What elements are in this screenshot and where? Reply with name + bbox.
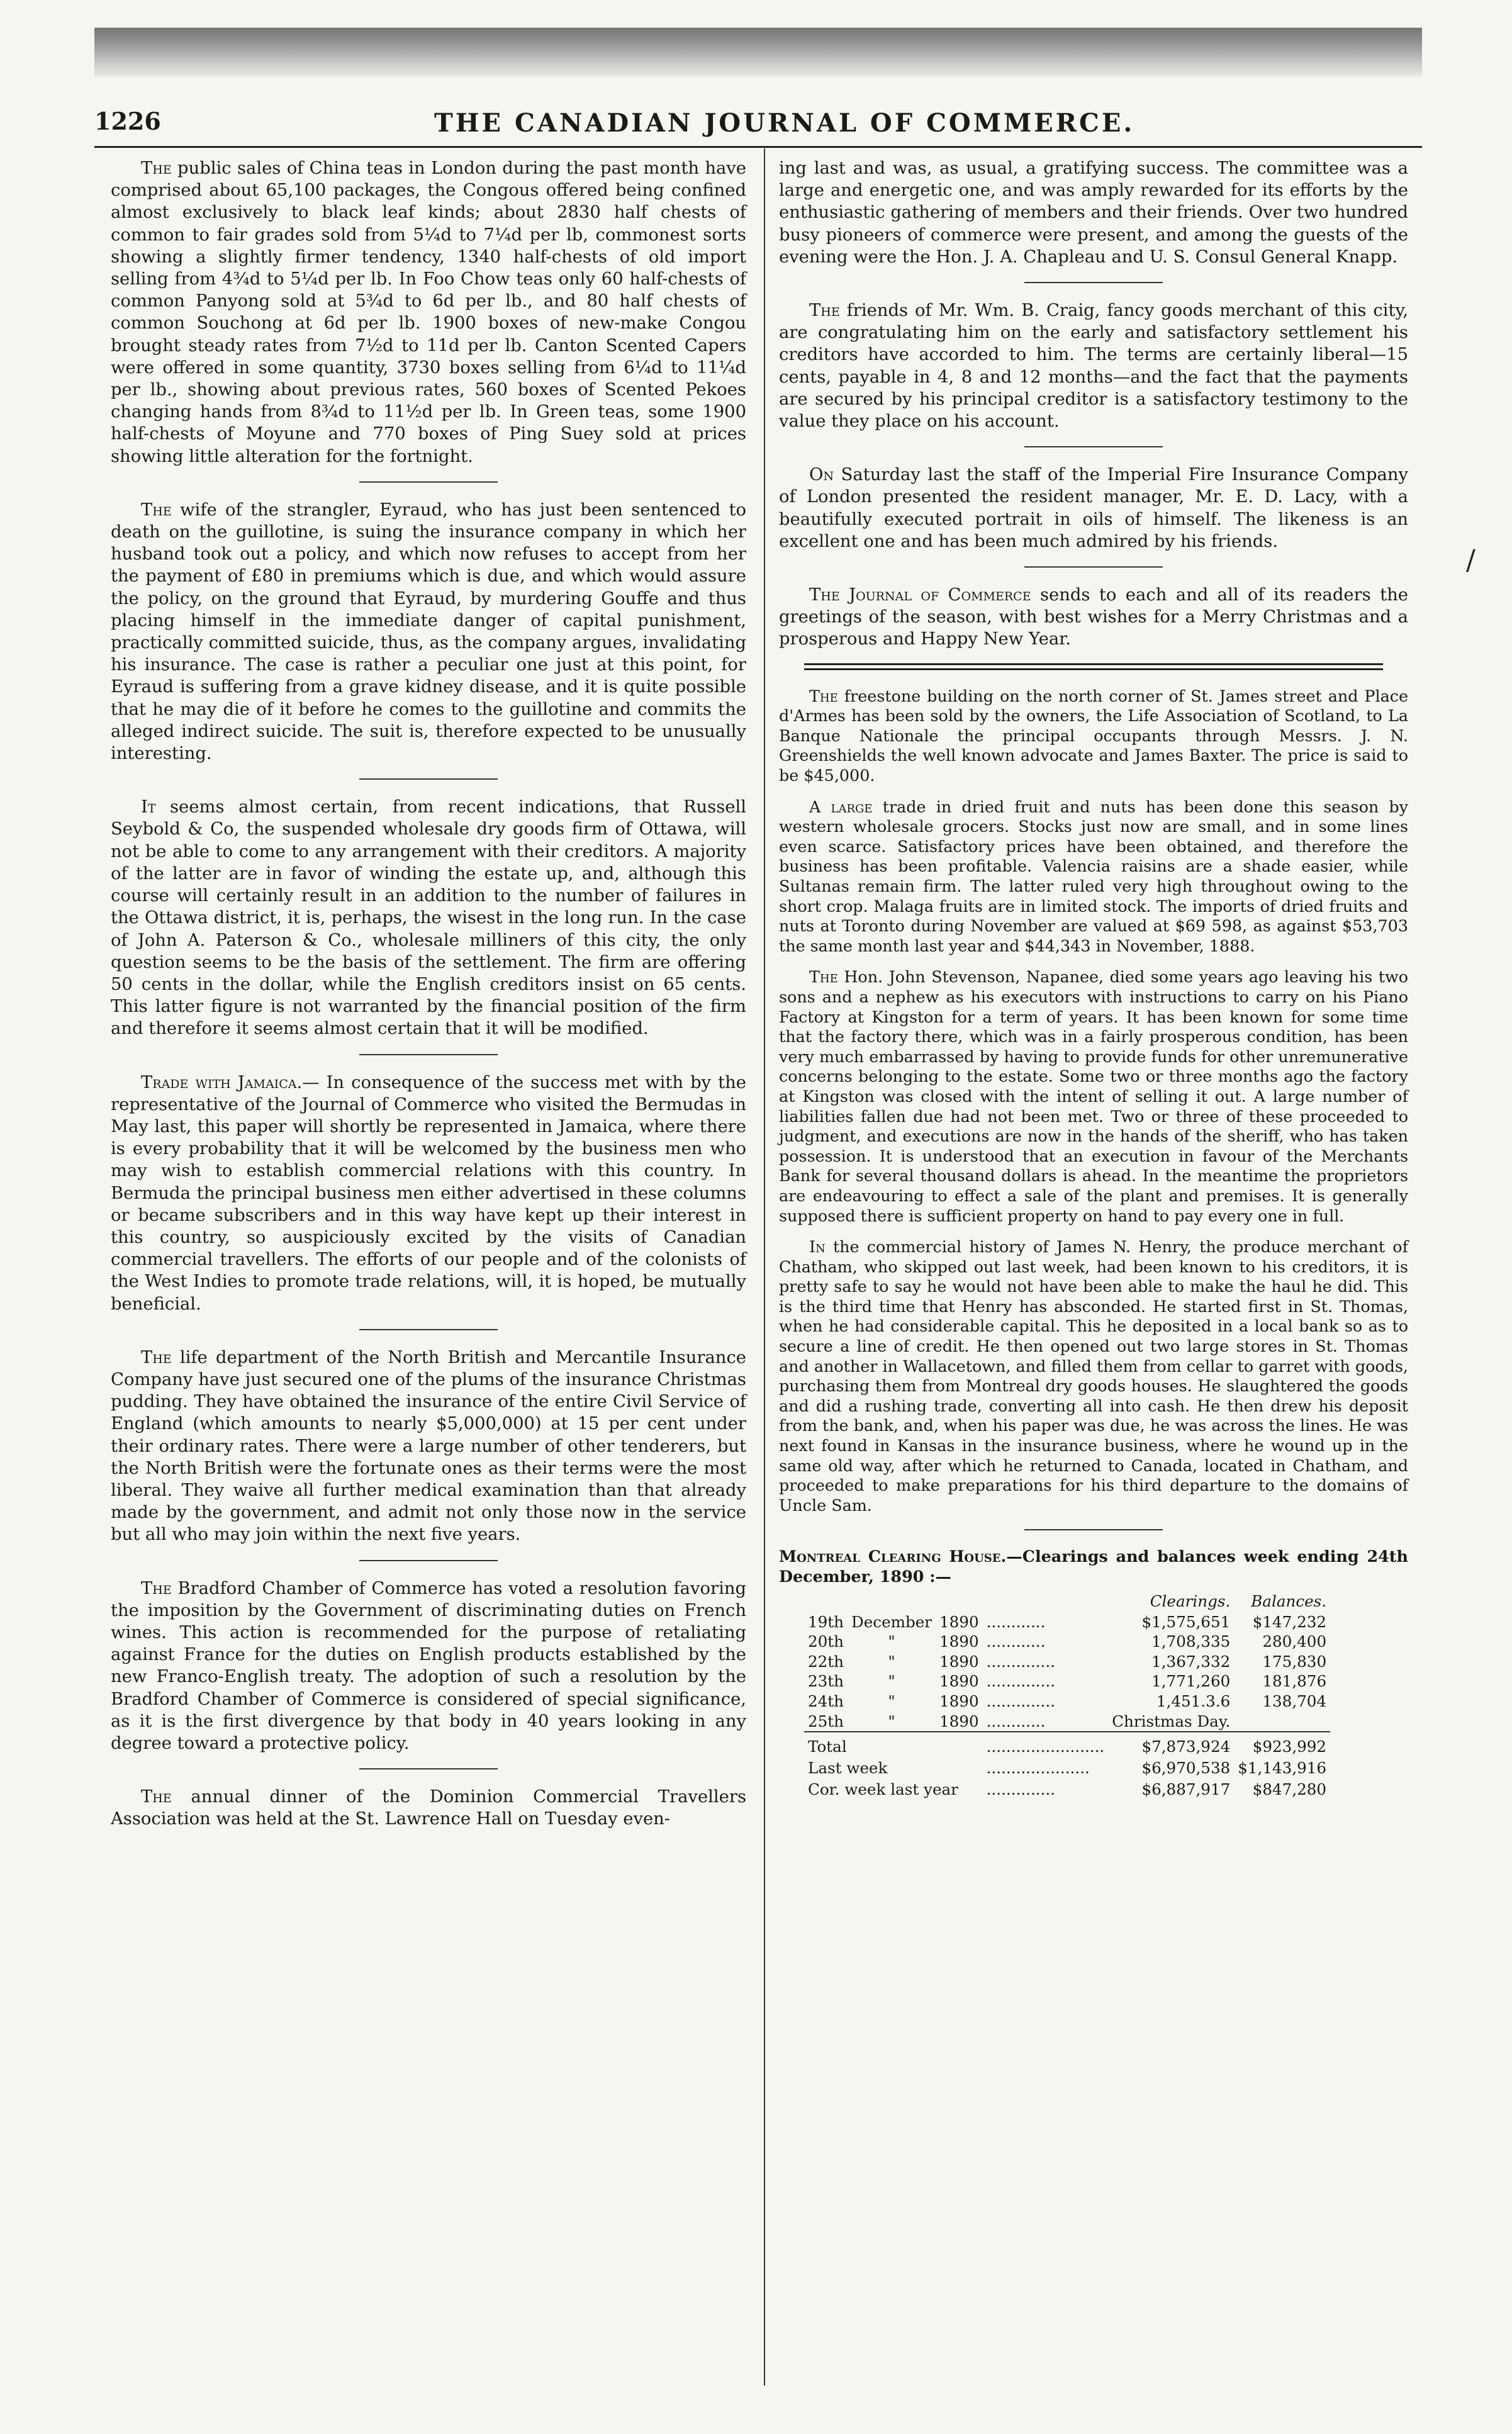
separator [1024,1529,1163,1530]
table-row: 25th " 1890 ............ Christmas Day. [808,1712,1231,1730]
separator [359,1560,498,1561]
article-bradford: The Bradford Chamber of Commerce has voted a resolution favoring the imposition by the Government of discriminating duties on French wines. This action is recommended for the purpose of retaliating against France for the duties on English products established by the new Franco-English treaty. The adoption of such a resolution by the Bradford Chamber of Commerce is considered of special significance, as it is the first divergence by that body in 40 years looking in any degree toward a protective policy. [111,1578,746,1753]
col-clearings: Clearings. [1150,1591,1231,1610]
header-rule [94,146,1422,148]
separator [1024,566,1163,568]
article-stevenson: The Hon. John Stevenson, Napanee, died some years ago leaving his two sons and a nephew as his executors with instructions to carry on his Piano Factory at Kingston for a term of years. It has been known for some time that the factory there, which was in a fairly prosperous condition, has been very much embarrassed by having to provide funds for other unremunerative concerns belonging to the estate. Some two or three months ago the factory at Kingston was closed with the intent of selling it out. A large number of liabilities fallen due had not been met. Two or three of these proceeded to judgment, and executions are now in the hands of the sheriff, who has taken possession. It is understood that an execution in favour of the Merchants Bank for several thousand dollars is ahead. In the meantime the proprietors are endeavouring to effect a sale of the plant and premises. It is generally supposed there is sufficient property on hand to pay every one in full. [779,967,1408,1225]
article-north-british: The life department of the North British and Mercantile Insurance Company have just secured one of the plums of the insurance Christmas pudding. They have obtained the insurance of the entire Civil Service of England (which amounts to nearly $5,000,000) at 15 per cent under their ordinary rates. There were a large number of other tenderers, but the North British were the fortunate ones as their terms were the most liberal. They waive all further medical examination than that already made by the government, and admit not only those now in the service but all who may join within the next five years. [111,1347,746,1545]
table-row: 24th " 1890 .............. 1,451.3.6 138,704 [808,1691,1327,1710]
article-dried-fruit: A large trade in dried fruit and nuts has been done this season by western wholesale grocers. Stocks just now are small, and in some lines even scarce. Satisfactory prices have been obtained, and therefore the business has been profitable. Valencia raisins are a shade easier, while Sultanas remain firm. The latter ruled very high throughout owing to the short crop. Malaga fruits are in limited stock. The imports of dried fruits and nuts at Toronto during November are valued at $69 598, as against $53,703 the same month last year and $44,343 in November, 1888. [779,797,1408,955]
cor-week-row: Cor. week last year .............. $6,887,917 $847,280 [808,1780,1327,1799]
separator [359,778,498,780]
separator [359,481,498,483]
table-row: 22th " 1890 .............. 1,367,332 175,830 [808,1652,1327,1671]
total-row: Total ........................ $7,873,924 $923,992 [808,1737,1327,1756]
article-freestone-building: The freestone building on the north corner of St. James street and Place d'Armes has been sold by the owners, the Life Association of Scotland, to La Banque Nationale the principal occupants through Messrs. J. N. Greenshields the well known advocate and James Baxter. The price is said to be $45,000. [779,686,1408,785]
article-craig: The friends of Mr. Wm. B. Craig, fancy goods merchant of this city, are congratulating him on the early and satisfactory settlement his creditors have accorded to him. The terms are certainly liberal—15 cents, payable in 4, 8 and 12 months—and the fact that the payments are secured by his principal creditor is a satisfactory testimony to the value they place on his account. [779,301,1408,432]
article-imperial-fire: On Saturday last the staff of the Imperial Fire Insurance Company of London presented the resident manager, Mr. E. D. Lacy, with a beautifully executed portrait in oils of himself. The likeness is an excellent one and has been much admired by his friends. [779,465,1408,551]
article-seybold: It seems almost certain, from recent indications, that Russell Seybold & Co, the suspended wholesale dry goods firm of Ottawa, will not be able to come to any arrangement with their creditors. A majority of the latter are in favor of winding the estate up, and, although this course will certainly result in an addition to the number of failures in the Ottawa district, it is, perhaps, the wisest in the long run. In the case of John A. Paterson & Co., wholesale milliners of this city, the only question seems to be the basis of the settlement. The firm are offering 50 cents in the dollar, while the English creditors insist on 65 cents. This latter figure is not warranted by the financial position of the firm and therefore it seems almost certain that it will be modified. [111,797,746,1039]
separator [359,1054,498,1055]
article-jamaica: Trade with Jamaica.— In consequence of the success met with by the representative of the Journal of Commerce who visited the Bermudas in May last, this paper will shortly be represented in Jamaica, where there is every probability that it will be welcomed by the business men who may wish to establish commercial relations with this country. In Bermuda the principal business men either advertised in these columns or became subscribers and in this way have kept up their interest in this country, so auspiciously excited by the visits of Canadian commercial travellers. The efforts of our people and of the colonists of the West Indies to promote trade relations, will, it is hoped, be mutually beneficial. [111,1072,746,1314]
separator [1024,282,1163,283]
article-henry: In the commercial history of James N. Henry, the produce merchant of Chatham, who skipped out last week, had been known to his creditors, it is pretty safe to say he would not have been able to make the haul he did. This is the third time that Henry has absconded. He started first in St. Thomas, when he had considerable capital. This he deposited in a local bank so as to secure a line of credit. He then opened out two large stores in St. Thomas and another in Wallacetown, and filled them from cellar to garret with goods, purchasing them from Montreal dry goods houses. He slaughtered the goods and did a rushing trade, converting all into cash. He then drew his deposit from the bank, and, when his paper was due, he was across the lines. He was next found in Kansas in the insurance business, where he wound up in the same old way, after which he returned to Canada, located in Chatham, and proceeded to make preparations for his third departure to the domains of Uncle Sam. [779,1237,1408,1515]
scan-top-band [94,28,1422,77]
margin-mark: / [1466,544,1476,576]
article-travellers-dinner: The annual dinner of the Dominion Commercial Travellers Association was held at the St. Lawrence Hall on Tuesday even- [111,1787,746,1829]
table-row: 23th " 1890 .............. 1,771,260 181,876 [808,1672,1327,1691]
clearing-table [804,1591,1330,1801]
table-row: 20th " 1890 ............ 1,708,335 280,400 [808,1632,1327,1651]
double-rule [804,663,1383,670]
page-header [94,107,1422,151]
last-week-row: Last week ..................... $6,970,538 $1,143,916 [808,1759,1327,1778]
separator [359,1329,498,1330]
clearing-house-report [779,1547,1408,1800]
separator [1024,446,1163,447]
article-china-teas: The public sales of China teas in London during the past month have comprised about 65,100 packages, the Congous offered being confined almost exclusively to black leaf kinds; about 2830 half chests of common to fair grades sold from 5¼d to 7¼d per lb, commonest sorts showing a slightly firmer tendency, 1340 half-chests of old import selling from 4¾d to 5¼d per lb. In Foo Chow teas only 60 half-chests of common Panyong sold at 5¾d to 6d per lb., and 80 half chests of common Souchong at 6d per lb. 1900 boxes of new-make Congou brought steady rates from 7½d to 11d per lb. Canton Scented Capers were offered in some quantity, 3730 boxes selling from 6¼d to 11¼d per lb., showing about previous rates, 560 boxes of Scented Pekoes changing hands from 8¾d to 11½d per lb. In Green teas, some 1900 half-chests of Moyune and 770 boxes of Ping Suey sold at prices showing little alteration for the fortnight. [111,159,746,466]
journal-title: THE CANADIAN JOURNAL OF COMMERCE. [434,108,1135,138]
col-balances: Balances. [1251,1591,1327,1610]
clearing-intro: Montreal Clearing House.—Clearings and balances week ending 24th December, 1890 :— [779,1547,1408,1586]
page-number: 1226 [94,107,161,135]
column-divider [764,149,765,2386]
left-column [111,157,746,1842]
right-column [779,157,1408,1800]
table-row: 19th December 1890 ............ $1,575,651 $147,232 [808,1612,1327,1631]
separator [359,1768,498,1769]
clearing-header-row [804,1591,1330,1612]
total-rule [804,1732,1330,1736]
article-eyraud: The wife of the strangler, Eyraud, who has just been sentenced to death on the guillotine, is suing the insurance company in which her husband took out a policy, and which now refuses to accept from her the payment of £80 in premiums which is due, and which would assure the policy, on the ground that Eyraud, by murdering Gouffe and thus placing himself in the immediate danger of capital punishment, practically committed suicide, thus, as the company argues, invalidating his insurance. The case is rather a peculiar one just at this point, for Eyraud is suffering from a grave kidney disease, and it is quite possible that he may die of it before he comes to the guillotine and commits the alleged indirect suicide. The suit is, therefore expected to be unusually interesting. [111,500,746,764]
article-travellers-dinner-cont: ing last and was, as usual, a gratifying success. The committee was a large and energetic one, and was amply rewarded for its efforts by the enthusiastic gathering of members and their friends. Over two hundred busy pioneers of commerce were present, and among the guests of the evening were the Hon. J. A. Chapleau and U. S. Consul General Knapp. [779,159,1408,267]
article-season-greetings: The Journal of Commerce sends to each and all of its readers the greetings of the season, with best wishes for a Merry Christmas and a prosperous and Happy New Year. [779,585,1408,649]
